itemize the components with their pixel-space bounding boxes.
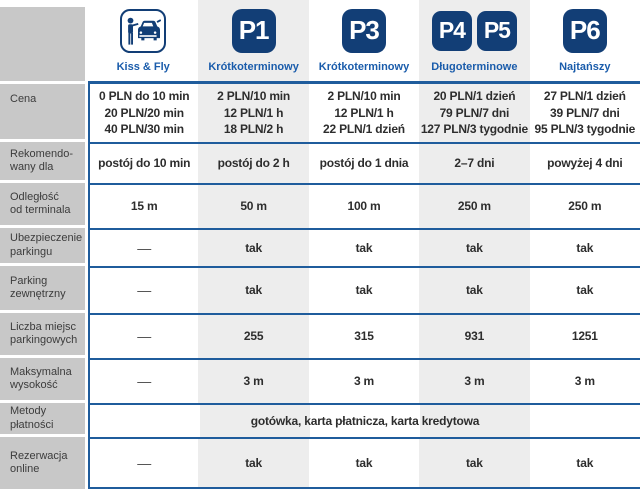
cell-liczba-miejsc-p4-p5: 931 xyxy=(419,313,529,358)
cell-odleglosc-kiss-and-fly: 15 m xyxy=(88,183,198,228)
cell-liczba-miejsc-kiss-and-fly: — xyxy=(88,313,198,358)
cell-maksymalna-wysokosc-p6: 3 m xyxy=(530,358,640,403)
column-header-p3 xyxy=(309,0,419,84)
cell-liczba-miejsc-p6: 1251 xyxy=(530,313,640,358)
cell-rekomendowany-p3: postój do 1 dnia xyxy=(309,142,419,183)
cell-parking-zewnetrzny-kiss-and-fly: — xyxy=(88,266,198,313)
column-label: Krótkoterminowy xyxy=(318,61,410,73)
icon-wrap xyxy=(563,0,607,61)
cell-maksymalna-wysokosc-kiss-and-fly: — xyxy=(88,358,198,403)
cell-odleglosc-p4-p5: 250 m xyxy=(419,183,529,228)
cell-liczba-miejsc-p3: 315 xyxy=(309,313,419,358)
column-label: Długoterminowe xyxy=(431,61,518,73)
cell-cena-p4-p5: 20 PLN/1 dzień 79 PLN/7 dni 127 PLN/3 tygodnie xyxy=(419,84,529,142)
row-label-rekomendowany-dla: Rekomendo- wany dla xyxy=(0,142,88,183)
column-label: Krótkoterminowy xyxy=(208,61,299,73)
cell-rezerwacja-p3: tak xyxy=(309,437,419,489)
row-label-odleglosc: Odległość od terminala xyxy=(0,183,88,228)
cell-maksymalna-wysokosc-p4-p5: 3 m xyxy=(419,358,529,403)
column-header-kiss-and-fly xyxy=(88,0,198,84)
cell-ubezpieczenie-p1: tak xyxy=(198,228,308,266)
column-label: Kiss & Fly xyxy=(116,61,170,73)
cell-maksymalna-wysokosc-p3: 3 m xyxy=(309,358,419,403)
cell-parking-zewnetrzny-p6: tak xyxy=(530,266,640,313)
p5-icon: P5 xyxy=(477,11,517,51)
cell-odleglosc-p3: 100 m xyxy=(309,183,419,228)
row-label-rezerwacja-online: Rezerwacja online xyxy=(0,437,88,489)
cell-cena-kiss-and-fly: 0 PLN do 10 min 20 PLN/20 min 40 PLN/30 min xyxy=(88,84,198,142)
cell-ubezpieczenie-p6: tak xyxy=(530,228,640,266)
cell-rezerwacja-kiss-and-fly: — xyxy=(88,437,198,489)
cell-rezerwacja-p1: tak xyxy=(198,437,308,489)
cell-rekomendowany-p6: powyżej 4 dni xyxy=(530,142,640,183)
cell-cena-p3: 2 PLN/10 min 12 PLN/1 h 22 PLN/1 dzień xyxy=(323,89,405,137)
cell-metody-platnosci-all: gotówka, karta płatnicza, karta kredytowa xyxy=(88,403,640,437)
row-label-ubezpieczenie: Ubezpieczenie parkingu xyxy=(0,228,88,266)
column-header-p4-p5 xyxy=(419,0,529,84)
table-corner xyxy=(0,0,88,84)
kiss-and-fly-icon xyxy=(120,9,166,53)
column-header-p6 xyxy=(530,0,640,84)
icon-wrap xyxy=(120,0,166,61)
cell-rezerwacja-p6: tak xyxy=(530,437,640,489)
row-label-liczba-miejsc: Liczba miejsc parkingowych xyxy=(0,313,88,358)
cell-odleglosc-p6: 250 m xyxy=(530,183,640,228)
cell-ubezpieczenie-p4-p5: tak xyxy=(419,228,529,266)
cell-odleglosc-p1: 50 m xyxy=(198,183,308,228)
cell-cena-p1: 2 PLN/10 min 12 PLN/1 h 18 PLN/2 h xyxy=(198,84,308,142)
cell-ubezpieczenie-kiss-and-fly: — xyxy=(88,228,198,266)
column-header-p1 xyxy=(198,0,308,84)
cell-cena-p6: 27 PLN/1 dzień 39 PLN/7 dni 95 PLN/3 tygodnie xyxy=(534,89,636,137)
icon-wrap xyxy=(432,0,517,61)
cell-rezerwacja-p4-p5: tak xyxy=(419,437,529,489)
cell-rekomendowany-p1: postój do 2 h xyxy=(198,142,308,183)
cell-rekomendowany-p4-p5: 2–7 dni xyxy=(419,142,529,183)
icon-wrap xyxy=(232,0,276,61)
row-label-parking-zewnetrzny: Parking zewnętrzny xyxy=(0,266,88,313)
p1-icon: P1 xyxy=(232,9,276,53)
cell-liczba-miejsc-p1: 255 xyxy=(198,313,308,358)
cell-rekomendowany-kiss-and-fly: postój do 10 min xyxy=(88,142,198,183)
cell-parking-zewnetrzny-p4-p5: tak xyxy=(419,266,529,313)
p3-icon: P3 xyxy=(342,9,386,53)
cell-ubezpieczenie-p3: tak xyxy=(309,228,419,266)
cell-maksymalna-wysokosc-p1: 3 m xyxy=(198,358,308,403)
column-label: Najtańszy xyxy=(559,61,611,73)
cell-parking-zewnetrzny-p3: tak xyxy=(309,266,419,313)
p6-icon: P6 xyxy=(563,9,607,53)
cell-parking-zewnetrzny-p1: tak xyxy=(198,266,308,313)
icon-wrap xyxy=(342,0,386,61)
row-label-maksymalna-wysokosc: Maksymalna wysokość xyxy=(0,358,88,403)
row-label-metody-platnosci: Metody płatności xyxy=(0,403,88,437)
row-label-cena: Cena xyxy=(0,84,88,142)
p4-icon: P4 xyxy=(432,11,472,51)
